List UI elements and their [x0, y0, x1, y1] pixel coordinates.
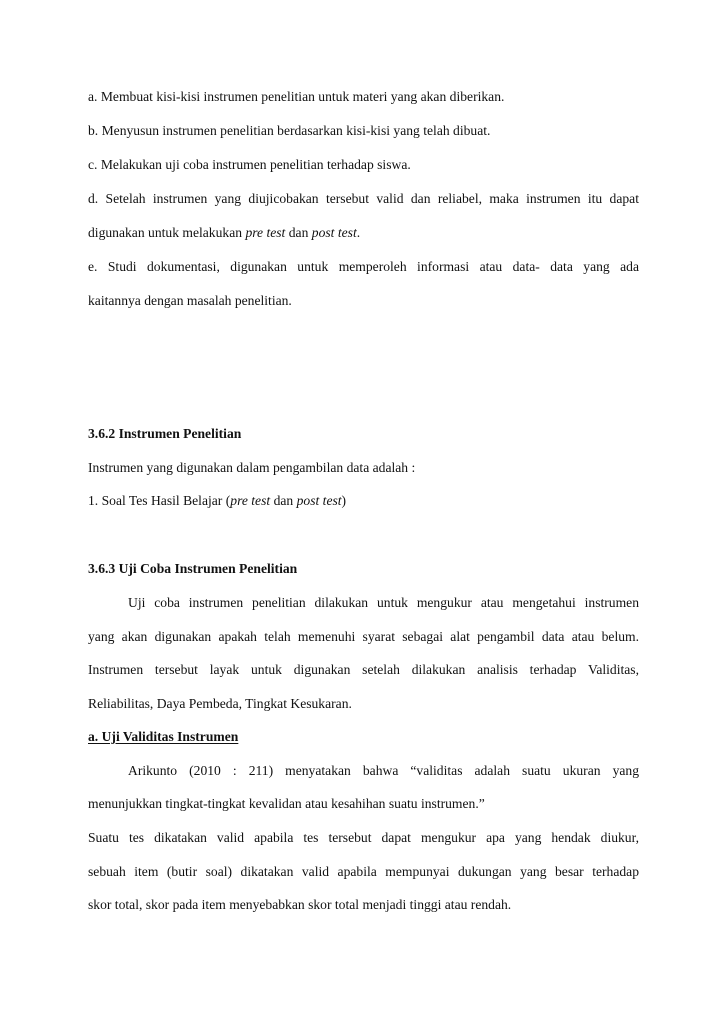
section-363-p1-line4: Reliabilitas, Daya Pembeda, Tingkat Kesukaran. — [88, 696, 352, 711]
step-d-conj: dan — [285, 225, 312, 240]
section-362-heading: 3.6.2 Instrumen Penelitian — [88, 426, 242, 441]
step-d-line2 — [88, 225, 639, 241]
section-363-p1-line2: yang akan digunakan apakah telah memenuhi syarat sebagai alat pengambil data atau belum. — [88, 629, 639, 644]
step-e-line2: kaitannya dengan masalah penelitian. — [88, 293, 292, 308]
subsection-a-quote-line2: menunjukkan tingkat-tingkat kevalidan atau kesahihan suatu instrumen.” — [88, 796, 485, 811]
subsection-a-heading: a. Uji Validitas Instrumen — [88, 729, 239, 744]
item-text: 1. Soal Tes Hasil Belajar ( — [88, 493, 231, 508]
section-362-intro: Instrumen yang digunakan dalam pengambilan data adalah : — [88, 460, 416, 475]
step-d-text: digunakan untuk melakukan — [88, 225, 246, 240]
section-363-heading: 3.6.3 Uji Coba Instrumen Penelitian — [88, 561, 298, 576]
post-test-term: post test — [311, 225, 357, 240]
step-b: b. Menyusun instrumen penelitian berdasarkan kisi-kisi yang telah dibuat. — [88, 123, 491, 138]
subsection-a-p2-line2: sebuah item (butir soal) dikatakan valid apabila mempunyai dukungan yang besar terhadap — [88, 864, 639, 879]
pre-test-term: pre test — [230, 493, 271, 508]
section-363-p1-line3: Instrumen tersebut layak untuk digunakan setelah dilakukan analisis terhadap Validitas, — [88, 662, 639, 677]
subsection-a-p2-line1: Suatu tes dikatakan valid apabila tes tersebut dapat mengukur apa yang hendak diukur, — [88, 830, 639, 845]
step-a: a. Membuat kisi-kisi instrumen penelitian untuk materi yang akan diberikan. — [88, 89, 505, 104]
subsection-a-quote-line1: Arikunto (2010 : 211) menyatakan bahwa “validitas adalah suatu ukuran yang — [128, 763, 639, 778]
step-d-line1: d. Setelah instrumen yang diujicobakan tersebut valid dan reliabel, maka instrumen itu dapat — [88, 191, 639, 206]
step-e-line1: e. Studi dokumentasi, digunakan untuk memperoleh informasi atau data- data yang ada — [88, 259, 639, 274]
step-d-period: . — [356, 225, 361, 240]
section-362-item — [88, 493, 639, 509]
item-close: ) — [341, 493, 347, 508]
pre-test-term: pre test — [245, 225, 286, 240]
step-c: c. Melakukan uji coba instrumen penelitian terhadap siswa. — [88, 157, 411, 172]
item-conj: dan — [270, 493, 297, 508]
section-363-p1-line1: Uji coba instrumen penelitian dilakukan untuk mengukur atau mengetahui instrumen — [128, 595, 639, 610]
post-test-term: post test — [296, 493, 342, 508]
subsection-a-p2-line3: skor total, skor pada item menyebabkan skor total menjadi tinggi atau rendah. — [88, 897, 512, 912]
